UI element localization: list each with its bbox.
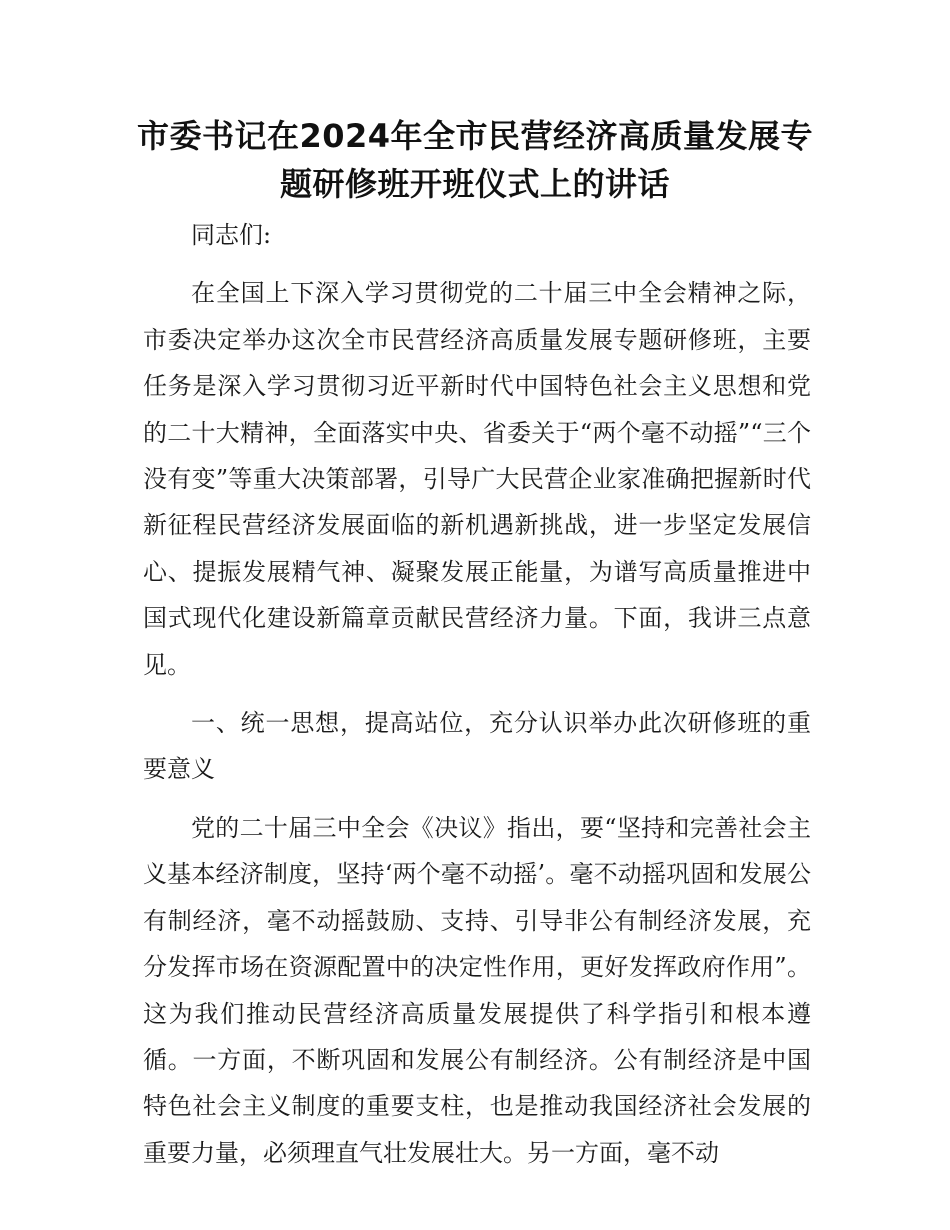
section-heading-1: 一、统一思想，提高站位，充分认识举办此次研修班的重要意义	[143, 709, 811, 784]
salutation: 同志们:	[191, 221, 272, 249]
paragraph-intro: 在全国上下深入学习贯彻党的二十届三中全会精神之际，市委决定举办这次全市民营经济高质量发展专题研修班，主要任务是深入学习贯彻习近平新时代中国特色社会主义思想和党的二十大精神，全面落实中央、省委关于“两个毫不动摇”“三个没有变”等重大决策部署，引导广大民营企业家准确把握新时代新征程民营经济发展面临的新机遇新挑战，进一步坚定发展信心、提振发展精气神、凝聚发展正能量，为谱写高质量推进中国式现代化建设新篇章贡献民营经济力量。下面，我讲三点意见。	[143, 279, 811, 679]
document-body	[143, 212, 811, 1176]
paragraph-section-1: 党的二十届三中全会《决议》指出，要“坚持和完善社会主义基本经济制度，坚持‘两个毫不动摇’。毫不动摇巩固和发展公有制经济，毫不动摇鼓励、支持、引导非公有制经济发展，充分发挥市场在资源配置中的决定性作用，更好发挥政府作用”。这为我们推动民营经济高质量发展提供了科学指引和根本遵循。一方面，不断巩固和发展公有制经济。公有制经济是中国特色社会主义制度的重要支柱，也是推动我国经济社会发展的重要力量，必须理直气壮发展壮大。另一方面，毫不动	[143, 813, 811, 1167]
document-title: 市委书记在2024年全市民营经济高质量发展专题研修班开班仪式上的讲话	[136, 117, 814, 203]
